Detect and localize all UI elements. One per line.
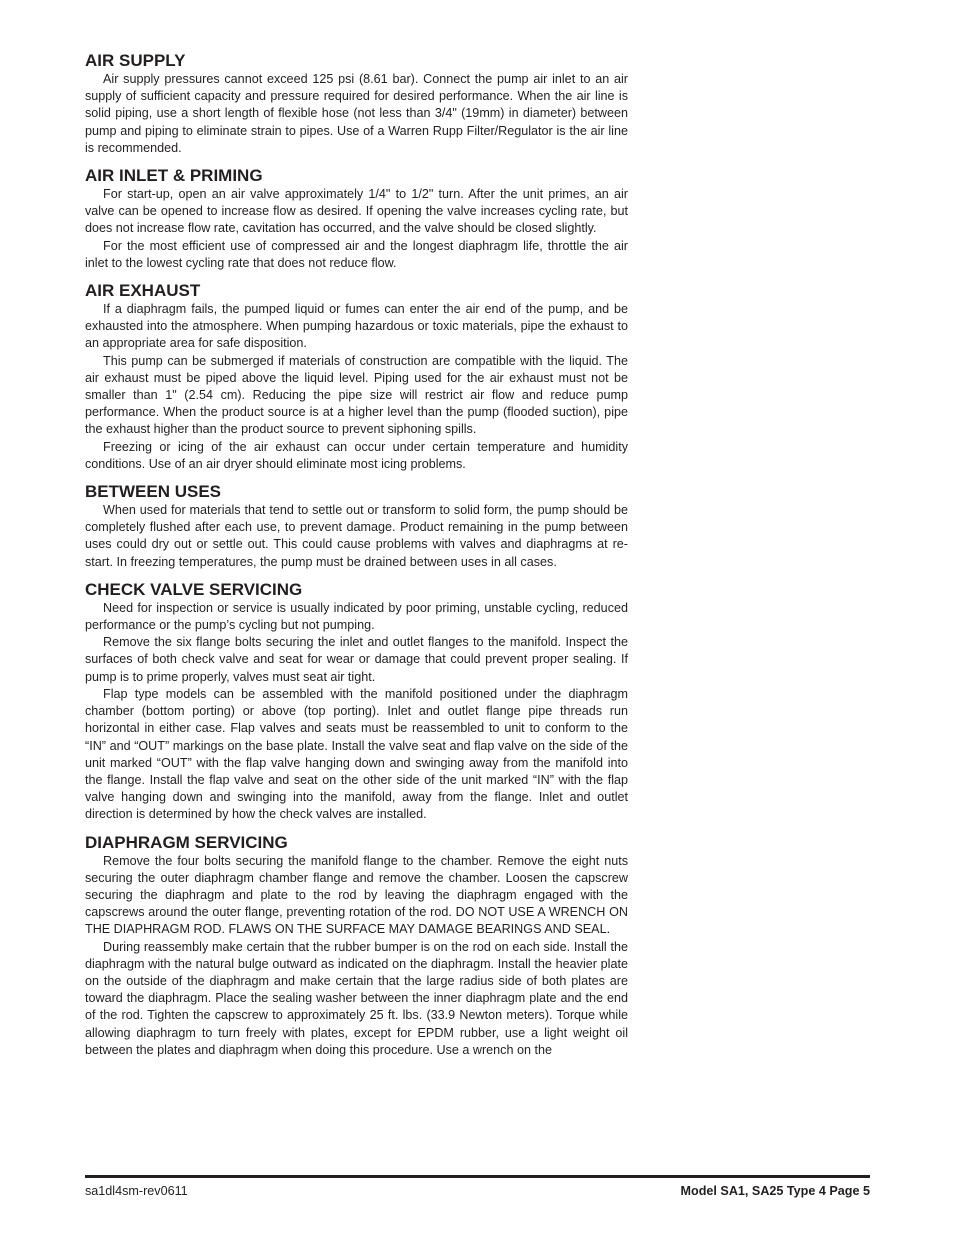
paragraph: During reassembly make certain that the rubber bumper is on the rod on each side. Install the diaphragm with the natural bulge outward as indicated on the diaphragm. Install the heavier plate on the outside of the diaphragm and make certain that the large radius side of both plates are toward the diaphragm. Place the sealing washer between the inner diaphragm plate and the end of the rod. Tighten the capscrew to approximately 25 ft. lbs. (33.9 Newton meters). Torque while allowing diaphragm to turn freely with plates, except for EPDM rubber, use a light weight oil between the plates and diaphragm when doing this procedure. Use a wrench on the	[85, 939, 628, 1057]
paragraph: Flap type models can be assembled with the manifold positioned under the diaphragm chamber (bottom porting) or above (top porting). Inlet and outlet flange pipe threads run horizontal in either case. Flap valves and seats must be reassembled to unit to conform to the “IN” and “OUT” markings on the base plate. Install the valve seat and flap valve on the side of the unit marked “OUT” with the flap valve hanging down and swinging away from the manifold into the flange. Install the flap valve and seat on the other side of the unit marked “IN” with the flap valve hanging down and swinging into the manifold, away from the flange. Inlet and outlet direction is determined by how the check valves are installed.	[85, 686, 628, 822]
section-between-uses	[85, 482, 628, 571]
paragraph: Remove the six flange bolts securing the inlet and outlet flanges to the manifold. Inspect the surfaces of both check valve and seat for wear or damage that could prevent proper sealing. If pump is to prime properly, valves must seat air tight.	[85, 635, 628, 684]
paragraph: Need for inspection or service is usually indicated by poor priming, unstable cycling, reduced performance or the pump’s cycling but not pumping.	[85, 600, 628, 633]
main-column	[85, 51, 628, 1059]
footer-rule	[85, 1175, 870, 1178]
section-air-supply	[85, 51, 628, 157]
section-air-exhaust	[85, 281, 628, 473]
model-page-number: Model SA1, SA25 Type 4 Page 5	[680, 1184, 870, 1198]
paragraph: For start-up, open an air valve approximately 1/4" to 1/2" turn. After the unit primes, an air valve can be opened to increase flow as desired. If opening the valve increases cycling rate, but does not increase flow rate, cavitation has occurred, and the valve should be closed slightly.	[85, 187, 628, 236]
paragraph: When used for materials that tend to settle out or transform to solid form, the pump should be completely flushed after each use, to prevent damage. Product remaining in the pump between uses could dry out or settle out. This could cause problems with valves and diaphragms at re-start. In freezing temperatures, the pump must be drained between uses in all cases.	[85, 503, 628, 569]
paragraph: Air supply pressures cannot exceed 125 psi (8.61 bar). Connect the pump air inlet to an air supply of sufficient capacity and pressure required for desired performance. When the air line is solid piping, use a short length of flexible hose (not less than 3/4" (19mm) in diameter) between pump and piping to eliminate strain to pipes. Use of a Warren Rupp Filter/Regulator is the air line is recommended.	[85, 72, 628, 155]
paragraph: For the most efficient use of compressed air and the longest diaphragm life, throttle the air inlet to the lowest cycling rate that does not reduce flow.	[85, 238, 628, 270]
paragraph: If a diaphragm fails, the pumped liquid or fumes can enter the air end of the pump, and be exhausted into the atmosphere. When pumping hazardous or toxic materials, pipe the exhaust to an appropriate area for safe disposition.	[85, 302, 628, 351]
section-heading: AIR EXHAUST	[85, 281, 201, 301]
section-heading: AIR INLET & PRIMING	[85, 166, 263, 186]
section-heading: BETWEEN USES	[85, 482, 222, 502]
section-heading: AIR SUPPLY	[85, 51, 186, 70]
paragraph: This pump can be submerged if materials of construction are compatible with the liquid. The air exhaust must be piped above the liquid level. Piping used for the air exhaust must not be smaller than 1" (2.54 cm). Reducing the pipe size will restrict air flow and reduce pump performance. When the product source is at a higher level than the pump (flooded suction), pipe the exhaust higher than the product source to prevent siphoning spills.	[85, 353, 628, 437]
paragraph: Freezing or icing of the air exhaust can occur under certain temperature and humidity conditions. Use of an air dryer should eliminate most icing problems.	[85, 439, 628, 471]
section-check-valve-servicing	[85, 580, 628, 824]
section-diaphragm-servicing	[85, 833, 628, 1059]
section-air-inlet-priming	[85, 166, 628, 272]
document-code: sa1dl4sm-rev0611	[85, 1184, 188, 1198]
paragraph: Remove the four bolts securing the manifold flange to the chamber. Remove the eight nuts securing the outer diaphragm chamber flange and remove the chamber. Loosen the capscrew securing the diaphragm and plate to the rod by leaving the diaphragm engaged with the capscrews around the outer flange, preventing rotation of the rod. DO NOT USE A WRENCH ON THE DIAPHRAGM ROD. FLAWS ON THE SURFACE MAY DAMAGE BEARINGS AND SEAL.	[85, 853, 628, 937]
section-heading: DIAPHRAGM SERVICING	[85, 832, 288, 852]
section-heading: CHECK VALVE SERVICING	[85, 579, 303, 599]
